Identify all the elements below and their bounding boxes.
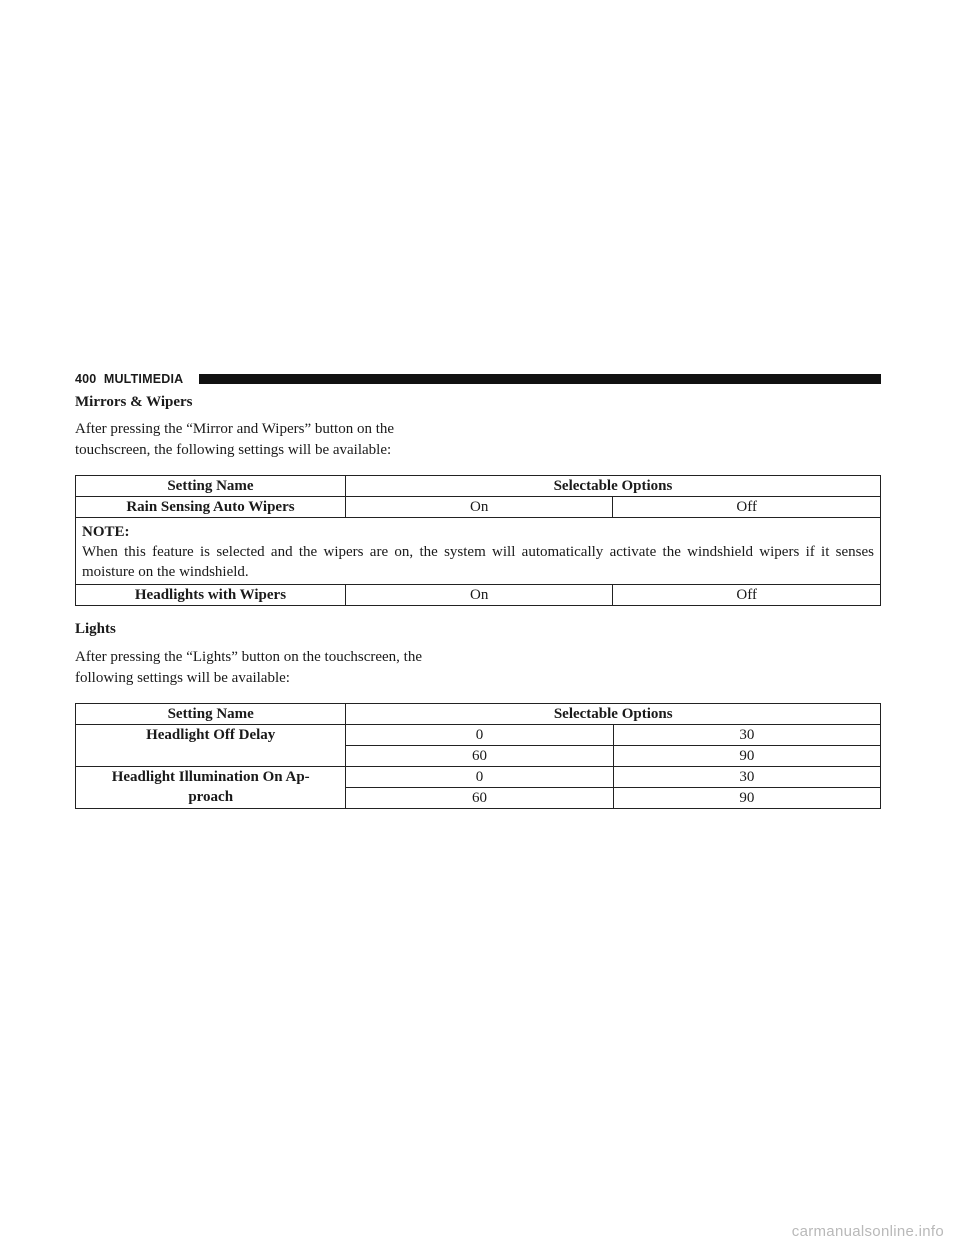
section-title: MULTIMEDIA <box>103 372 184 386</box>
option-cell: 60 <box>346 788 613 809</box>
option-cell: 60 <box>346 746 613 767</box>
mirrors-settings-table <box>75 475 881 606</box>
option-cell: Off <box>613 585 881 606</box>
mirrors-intro-line1: After pressing the “Mirror and Wipers” button on the <box>75 421 395 437</box>
note-row <box>76 518 881 585</box>
lights-settings-table <box>75 703 881 809</box>
table-row <box>76 767 881 788</box>
option-cell: On <box>345 585 612 606</box>
lights-heading: Lights <box>75 621 116 637</box>
option-cell: 90 <box>613 788 880 809</box>
option-cell: 30 <box>613 767 880 788</box>
setting-name-line2: proach <box>188 789 234 805</box>
lights-intro-line1: After pressing the “Lights” button on the touchscreen, the <box>75 649 422 665</box>
setting-name-cell: Headlight Off Delay <box>76 725 346 767</box>
option-cell: Off <box>613 497 881 518</box>
mirrors-wipers-heading: Mirrors & Wipers <box>75 394 193 410</box>
table-row <box>76 725 881 746</box>
table-row <box>76 497 881 518</box>
setting-name-cell <box>76 767 346 809</box>
mirrors-intro-line2: touchscreen, the following settings will be available: <box>75 442 392 458</box>
setting-name-cell: Headlights with Wipers <box>76 585 346 606</box>
col-header-setting-name: Setting Name <box>76 704 346 725</box>
option-cell: 0 <box>346 725 613 746</box>
setting-name-line1: Headlight Illumination On Ap- <box>111 769 310 785</box>
option-cell: 90 <box>613 746 880 767</box>
col-header-setting-name: Setting Name <box>76 476 346 497</box>
page-header <box>75 372 881 386</box>
note-cell <box>76 518 881 585</box>
watermark: carmanualsonline.info <box>791 1223 944 1240</box>
page-number: 400 <box>75 372 97 386</box>
col-header-selectable-options: Selectable Options <box>345 476 880 497</box>
table-row <box>76 585 881 606</box>
note-text: When this feature is selected and the wipers are on, the system will automatically activate the windshield wipers if it senses moisture on the windshield. <box>82 544 874 580</box>
col-header-selectable-options: Selectable Options <box>346 704 881 725</box>
option-cell: On <box>345 497 612 518</box>
option-cell: 30 <box>613 725 880 746</box>
table-header-row <box>76 704 881 725</box>
option-cell: 0 <box>346 767 613 788</box>
page-header-label <box>75 372 183 386</box>
note-label: NOTE: <box>82 524 130 540</box>
lights-intro-line2: following settings will be available: <box>75 670 290 686</box>
header-rule <box>199 374 881 384</box>
setting-name-cell: Rain Sensing Auto Wipers <box>76 497 346 518</box>
table-header-row <box>76 476 881 497</box>
